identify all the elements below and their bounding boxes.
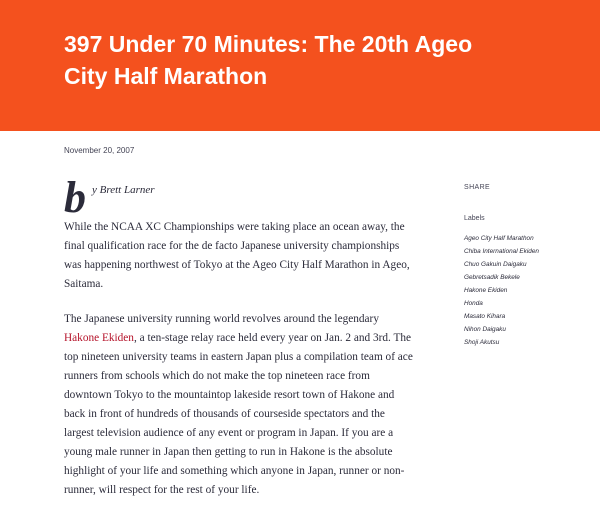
label-link-gebretsadik-bekele[interactable]: Gebretsadik Bekele	[464, 274, 520, 281]
post-body	[64, 173, 416, 516]
share-button[interactable]: SHARE	[464, 184, 491, 191]
label-link-honda[interactable]: Honda	[464, 300, 483, 307]
paragraph-1: While the NCAA XC Championships were taking place an ocean away, the final qualification race for the de facto Japanese university championships was happening northwest of Tokyo at the Ageo City Half Marathon in Ageo, Saitama.	[64, 221, 410, 290]
hakone-ekiden-link[interactable]: Hakone Ekiden	[64, 332, 134, 344]
label-link-shoji-akutsu[interactable]: Shoji Akutsu	[464, 339, 500, 346]
paragraph-2-text-end: , a ten-stage relay race held every year on Jan. 2 and 3rd. The top nineteen university teams in eastern Japan plus a compilation team of ace runners from schools which do not make the top nineteen race from downtown Tokyo to the mountaintop lakeside resort town of Hakone and back in front of hundreds of thousands of courseside spectators and the largest television audience of any event or program in Japan. If you are a young male runner in Japan then getting to run in Hakone is the absolute highlight of your life and something which anyone in Japan, runner or non-runner, will respect for the rest of your life.	[64, 332, 413, 496]
label-link-hakone-ekiden[interactable]: Hakone Ekiden	[464, 287, 508, 294]
header-banner	[0, 0, 600, 131]
label-link-chuo-gakuin-daigaku[interactable]: Chuo Gakuin Daigaku	[464, 261, 527, 268]
sidebar	[464, 184, 584, 349]
label-link-ageo-city-half-marathon[interactable]: Ageo City Half Marathon	[464, 235, 534, 242]
byline: y Brett Larner	[92, 184, 155, 196]
paragraph-2	[64, 310, 416, 500]
post-date[interactable]: November 20, 2007	[64, 146, 135, 155]
labels-heading: Labels	[464, 215, 485, 222]
drop-cap: b	[64, 173, 86, 222]
paragraph-2-text-start: The Japanese university running world revolves around the legendary	[64, 313, 379, 325]
byline-row	[64, 173, 416, 222]
label-link-masato-kihara[interactable]: Masato Kihara	[464, 313, 506, 320]
post-title[interactable]: 397 Under 70 Minutes: The 20th Ageo City Half Marathon	[64, 31, 473, 89]
label-link-nihon-daigaku[interactable]: Nihon Daigaku	[464, 326, 506, 333]
label-link-chiba-international-ekiden[interactable]: Chiba International Ekiden	[464, 248, 539, 255]
label-list	[464, 232, 584, 349]
